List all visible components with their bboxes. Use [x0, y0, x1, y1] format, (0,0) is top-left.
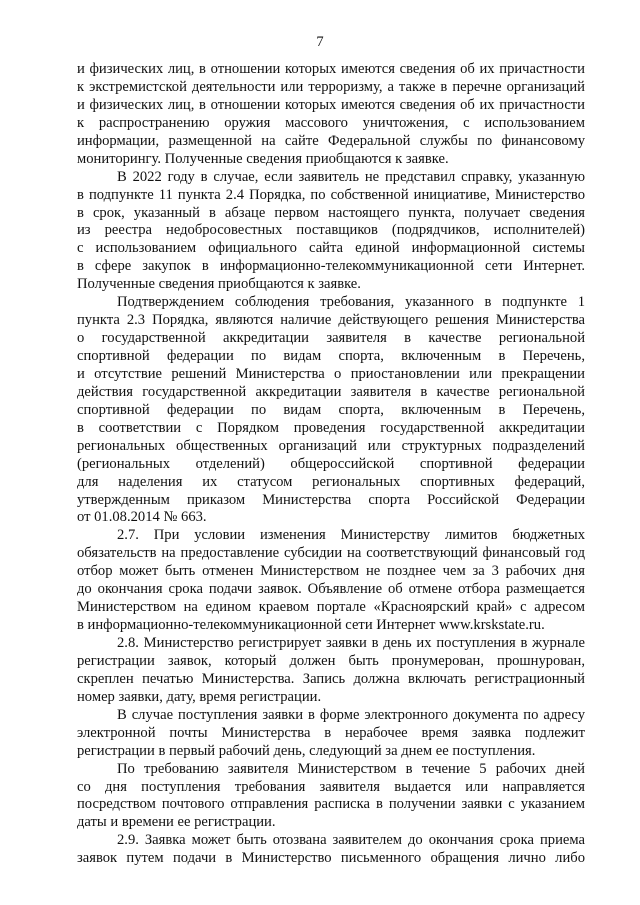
text-line: обязательств на предоставление субсидии на соответствующий финансовый год: [77, 545, 585, 562]
text-line: с использованием официального сайта единой информационной системы: [77, 240, 585, 257]
text-line: заявок путем подачи в Министерство письменного обращения лично либо: [77, 850, 585, 867]
text-line: к экстремистской деятельности или терроризму, а также в перечне организаций: [77, 78, 585, 95]
text-line: Подтверждением соблюдения требования, указанного в подпункте 1: [117, 294, 585, 311]
text-line: в сфере закупок в информационно-телекоммуникационной сети Интернет.: [77, 258, 585, 275]
text-line: номер заявки, дату, время регистрации.: [77, 688, 322, 705]
text-line: до окончания срока подачи заявок. Объявление об отмене отбора размещается: [77, 581, 585, 598]
text-line: В случае поступления заявки в форме электронного документа по адресу: [117, 706, 585, 723]
text-line: в соответствии с Порядком проведения государственной аккредитации: [77, 419, 585, 436]
text-line: 2.7. При условии изменения Министерству лимитов бюджетных: [117, 527, 585, 544]
text-line: электронной почты Министерства в нерабочее время заявка подлежит: [77, 724, 585, 741]
text-line: По требованию заявителя Министерством в течение 5 рабочих дней: [117, 760, 585, 777]
text-line: 2.8. Министерство регистрирует заявки в день их поступления в журнале: [117, 635, 585, 651]
text-line: пункта 2.3 Порядка, являются наличие действующего решения Министерства: [77, 312, 585, 329]
text-line: 2.9. Заявка может быть отозвана заявителем до окончания срока приема: [117, 832, 585, 849]
text-line: отбор может быть отменен Министерством не позднее чем за 3 рабочих дня: [77, 563, 585, 580]
text-line: спортивной федерации по видам спорта, включенным в Перечень,: [77, 348, 585, 364]
document-body: [77, 61, 585, 868]
text-line: скреплен печатью Министерства. Запись должна включать регистрационный: [77, 670, 585, 687]
text-line: в срок, указанный в абзаце первом настоящего пункта, получает сведения: [77, 204, 585, 221]
text-line: информации, размещенной на сайте Федеральной службы по финансовому: [77, 132, 585, 149]
text-line: посредством почтового отправления расписка в получении заявки с указанием: [77, 796, 585, 813]
text-line: даты и времени ее регистрации.: [77, 814, 276, 831]
text-line: о государственной аккредитации заявителя в качестве региональной: [77, 330, 585, 347]
text-line: и физических лиц, в отношении которых имеются сведения об их причастности: [77, 96, 585, 113]
text-line: действия государственной аккредитации заявителя в качестве региональной: [77, 383, 585, 400]
text-line: и отсутствие решений Министерства о приостановлении или прекращении: [77, 365, 585, 382]
text-line: и физических лиц, в отношении которых имеются сведения об их причастности: [77, 61, 585, 77]
text-line: (региональных отделений) общероссийской спортивной федерации: [77, 455, 585, 472]
text-line: от 01.08.2014 № 663.: [77, 509, 207, 526]
text-line: регистрации заявок, который должен быть пронумерован, прошнурован,: [77, 652, 585, 669]
text-line: Министерством на едином краевом портале «Красноярский край» с адресом: [77, 599, 585, 616]
text-line: со дня поступления требования заявителя выдается или направляется: [77, 778, 585, 795]
page-number: 7: [316, 34, 324, 50]
text-line: региональных общественных организаций или структурных подразделений: [77, 437, 585, 454]
text-line: регистрации в первый рабочий день, следующий за днем ее поступления.: [77, 742, 536, 759]
text-line: к распространению оружия массового уничтожения, с использованием: [77, 114, 585, 131]
text-line: Полученные сведения приобщаются к заявке.: [77, 276, 361, 293]
text-line: в информационно-телекоммуникационной сети Интернет www.krskstate.ru.: [77, 617, 545, 634]
text-line: спортивной федерации по видам спорта, включенным в Перечень,: [77, 401, 585, 418]
text-line: мониторингу. Полученные сведения приобщаются к заявке.: [77, 150, 449, 167]
text-line: для наделения их статусом региональных спортивных федераций,: [77, 473, 585, 490]
text-line: В 2022 году в случае, если заявитель не представил справку, указанную: [117, 168, 585, 185]
text-line: утвержденным приказом Министерства спорта Российской Федерации: [77, 491, 585, 508]
text-line: в подпункте 11 пункта 2.4 Порядка, по собственной инициативе, Министерство: [77, 186, 585, 203]
text-line: из реестра недобросовестных поставщиков (подрядчиков, исполнителей): [77, 222, 585, 239]
